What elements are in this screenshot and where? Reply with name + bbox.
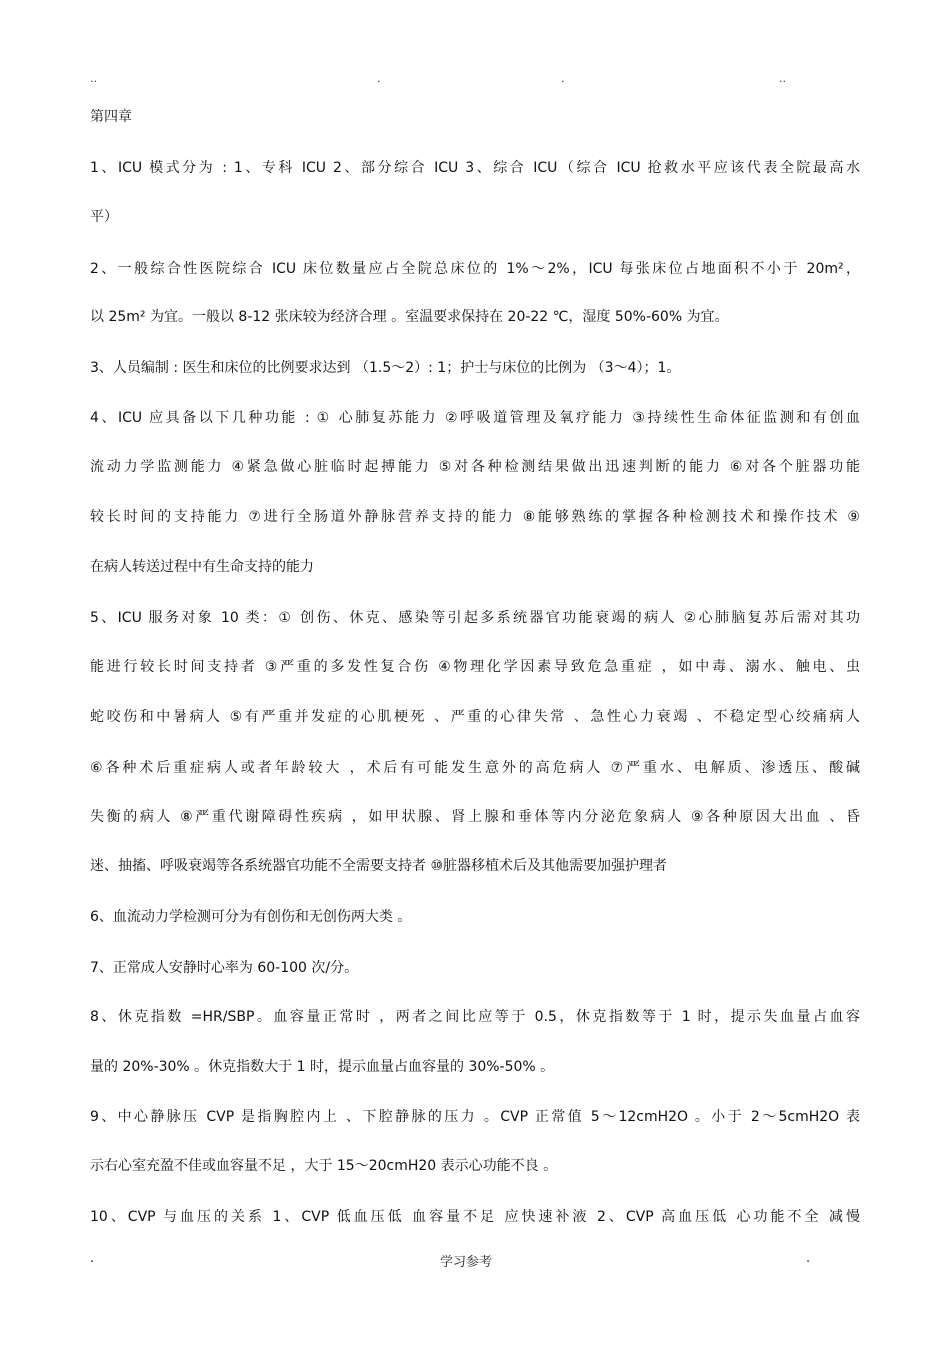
item-2-line-1: 2、一般综合性医院综合 ICU 床位数量应占全院总床位的 1%～2%，ICU 每张床位占地面积不小于 20m²， [90, 261, 860, 277]
item-8-line-1: 8、休克指数 =HR/SBP。血容量正常时 ，两者之间比应等于 0.5，休克指数等于 1 时，提示失血量占血容 [90, 1009, 860, 1025]
item-10-line-1: 10、CVP 与血压的关系 1、CVP 低血压低 血容量不足 应快速补液 2、CVP 高血压低 心功能不全 减慢 [90, 1209, 860, 1225]
item-9-line-1: 9、中心静脉压 CVP 是指胸腔内上 、下腔静脉的压力 。CVP 正常值 5～12cmH2O 。小于 2～5cmH2O 表 [90, 1109, 860, 1125]
header-mark-mid1: . [377, 72, 381, 85]
item-4-line-4: 在病人转送过程中有生命支持的能力 [90, 559, 314, 575]
item-1-line-1: 1、ICU 模式分为 : 1、专科 ICU 2、部分综合 ICU 3、综合 ICU（综合 ICU 抢救水平应该代表全院最高水 [90, 160, 860, 176]
item-7-line-1: 7、正常成人安静时心率为 60-100 次/分。 [90, 960, 359, 976]
header-mark-left: .. [90, 72, 97, 85]
item-5-line-1: 5、ICU 服务对象 10 类：① 创伤、休克、感染等引起多系统器官功能衰竭的病人 ②心肺脑复苏后需对其功 [90, 610, 860, 626]
item-5-line-5: 失衡的病人 ⑧严重代谢障碍性疾病 ，如甲状腺、肾上腺和垂体等内分泌危象病人 ⑨各种原因大出血 、昏 [90, 809, 860, 825]
footer-center-text: 学习参考 [440, 1255, 493, 1270]
item-2-line-2: 以 25m² 为宜。一般以 8-12 张床较为经济合理 。室温要求保持在 20-22 ℃，湿度 50%-60% 为宜。 [90, 309, 729, 325]
item-4-line-3: 较长时间的支持能力 ⑦进行全肠道外静脉营养支持的能力 ⑧能够熟练的掌握各种检测技术和操作技术 ⑨ [90, 509, 860, 525]
item-5-line-6: 迷、抽搐、呼吸衰竭等各系统器官功能不全需要支持者 ⑩脏器移植术后及其他需要加强护理者 [90, 858, 667, 874]
footer-mark-right: . [806, 1251, 811, 1266]
item-5-line-4: ⑥各种术后重症病人或者年龄较大 ，术后有可能发生意外的高危病人 ⑦严重水、电解质、渗透压、酸碱 [90, 760, 860, 776]
item-5-line-2: 能进行较长时间支持者 ③严重的多发性复合伤 ④物理化学因素导致危急重症 ，如中毒、溺水、触电、虫 [90, 659, 860, 675]
chapter-title: 第四章 [90, 109, 132, 125]
item-1-line-2: 平） [90, 209, 118, 225]
item-5-line-3: 蛇咬伤和中暑病人 ⑤有严重并发症的心肌梗死 、严重的心律失常 、急性心力衰竭 、不稳定型心绞痛病人 [90, 709, 860, 725]
item-8-line-2: 量的 20%-30% 。休克指数大于 1 时，提示血量占血容量的 30%-50% 。 [90, 1059, 555, 1075]
item-3-line-1: 3、人员编制 : 医生和床位的比例要求达到 （1.5～2）: 1；护士与床位的比例为 （3～4）；1。 [90, 360, 681, 376]
item-9-line-2: 示右心室充盈不佳或血容量不足 ，大于 15～20cmH20 表示心功能不良 。 [90, 1158, 558, 1174]
footer-mark-left: . [90, 1251, 95, 1266]
header-mark-right: .. [779, 72, 786, 85]
item-6-line-1: 6、血流动力学检测可分为有创伤和无创伤两大类 。 [90, 909, 412, 925]
header-mark-mid2: . [561, 72, 565, 85]
item-4-line-2: 流动力学监测能力 ④紧急做心脏临时起搏能力 ⑤对各种检测结果做出迅速判断的能力 ⑥对各个脏器功能 [90, 459, 860, 475]
item-4-line-1: 4、ICU 应具备以下几种功能 : ① 心肺复苏能力 ②呼吸道管理及氧疗能力 ③持续性生命体征监测和有创血 [90, 410, 860, 426]
